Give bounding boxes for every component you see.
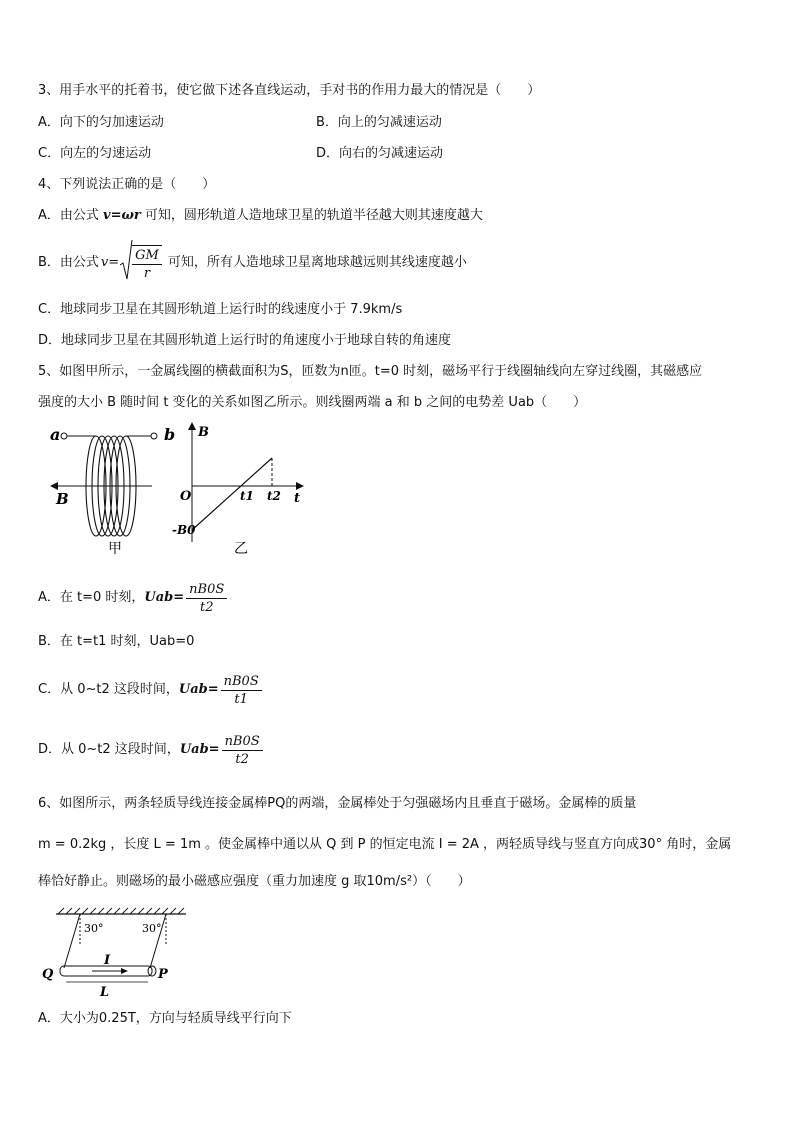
q4-option-d: D．地球同步卫星在其圆形轨道上运行时的角速度小于地球自转的角速度 bbox=[38, 333, 452, 348]
label-B-field: B bbox=[56, 490, 69, 508]
q4-b-fraction: $\frac{GM}{r}$ bbox=[132, 245, 162, 281]
q5-a-fraction: $\frac{nB0S}{t2}$ bbox=[186, 582, 227, 615]
label-b: b bbox=[164, 425, 176, 444]
q5-d-prefix: D．从 0~t2 这段时间， bbox=[38, 742, 180, 757]
q5-d-fraction: $\frac{nB0S}{t2}$ bbox=[222, 734, 263, 767]
t1-label: t1 bbox=[240, 489, 254, 503]
label-L: L bbox=[100, 985, 110, 1000]
label-I: I bbox=[104, 953, 111, 968]
label-Q: Q bbox=[42, 967, 54, 982]
q5-option-a bbox=[38, 578, 229, 618]
q6-stem-line1: 6、如图所示，两条轻质导线连接金属棒PQ的两端，金属棒处于匀强磁场内且垂直于磁场。金属棒的质量 bbox=[38, 796, 637, 811]
y-axis-label: B bbox=[198, 425, 209, 440]
origin-label: O bbox=[180, 489, 192, 504]
q3-option-c: C．向左的匀速运动 bbox=[38, 146, 152, 161]
bt-graph bbox=[170, 420, 310, 560]
q4-option-a bbox=[38, 207, 483, 225]
q4-option-c: C．地球同步卫星在其圆形轨道上运行时的线速度小于 7.9km/s bbox=[38, 302, 403, 317]
q5-stem-line2: 强度的大小 B 随时间 t 变化的关系如图乙所示。则线圈两端 a 和 b 之间的电势差 Uab（ ） bbox=[38, 395, 587, 410]
q4-stem: 4、下列说法正确的是（ ） bbox=[38, 177, 216, 192]
label-jia: 甲 bbox=[108, 541, 122, 557]
sqrt-symbol bbox=[119, 239, 133, 287]
field-arrowhead bbox=[50, 482, 58, 490]
label-yi: 乙 bbox=[234, 541, 248, 557]
x-arrowhead bbox=[296, 482, 304, 490]
q6-stem-line3: 棒恰好静止。则磁场的最小磁感应强度（重力加速度 g 取10m/s²）（ ） bbox=[38, 874, 471, 889]
q5-option-c bbox=[38, 670, 264, 710]
q5-d-u: Uab= bbox=[179, 742, 220, 757]
y-arrowhead bbox=[188, 422, 196, 430]
q4-option-b bbox=[38, 242, 467, 284]
neg-b0-label: -B0 bbox=[172, 523, 196, 537]
left-wire bbox=[64, 914, 80, 968]
q4-a-suffix: 可知，圆形轨道人造地球卫星的轨道半径越大则其速度越大 bbox=[144, 208, 483, 223]
q4-a-formula: v=ωr bbox=[103, 208, 141, 223]
label-P: P bbox=[158, 967, 168, 982]
coil-figure bbox=[44, 420, 174, 560]
q5-c-fraction: $\frac{nB0S}{t1}$ bbox=[221, 674, 262, 707]
q3-stem: 3、用手水平的托着书，使它做下述各直线运动，手对书的作用力最大的情况是（ ） bbox=[38, 83, 541, 98]
terminal-b bbox=[151, 433, 157, 439]
label-a: a bbox=[50, 425, 61, 444]
q3-option-a: A．向下的匀加速运动 bbox=[38, 115, 164, 130]
q5-a-prefix: A．在 t=0 时刻， bbox=[38, 590, 145, 605]
angle-left: 30° bbox=[84, 922, 104, 935]
current-arrowhead bbox=[121, 968, 128, 974]
q5-c-prefix: C．从 0~t2 这段时间， bbox=[38, 682, 179, 697]
q5-a-u: Uab= bbox=[144, 590, 185, 605]
q4-b-suffix: 可知，所有人造地球卫星离地球越远则其线速度越小 bbox=[167, 255, 467, 270]
rod-figure bbox=[36, 906, 196, 998]
q4-a-prefix: A．由公式 bbox=[38, 208, 99, 223]
t2-label: t2 bbox=[267, 489, 281, 503]
terminal-a bbox=[61, 433, 67, 439]
q6-stem-line2: m = 0.2kg ，长度 L = 1m 。使金属棒中通以从 Q 到 P 的恒定电流 I = 2A ，两轻质导线与竖直方向成30° 角时，金属 bbox=[38, 837, 732, 852]
q4-b-prefix: B．由公式 bbox=[38, 255, 99, 270]
q5-stem-line1: 5、如图甲所示，一金属线圈的横截面积为S，匝数为n匝。t=0 时刻，磁场平行于线圈轴线向左穿过线圈，其磁感应 bbox=[38, 364, 703, 379]
q3-option-b: B．向上的匀减速运动 bbox=[316, 115, 442, 130]
q6-option-a: A．大小为0.25T，方向与轻质导线平行向下 bbox=[38, 1011, 292, 1026]
q4-b-v: v= bbox=[100, 255, 120, 270]
bt-line bbox=[192, 458, 272, 530]
angle-right: 30° bbox=[142, 922, 162, 935]
q5-option-d bbox=[38, 730, 265, 770]
q3-option-d: D．向右的匀减速运动 bbox=[316, 146, 444, 161]
q5-option-b: B．在 t=t1 时刻，Uab=0 bbox=[38, 634, 195, 649]
ceiling-hatch bbox=[58, 908, 184, 914]
q5-c-u: Uab= bbox=[178, 682, 219, 697]
x-axis-label: t bbox=[294, 491, 301, 506]
